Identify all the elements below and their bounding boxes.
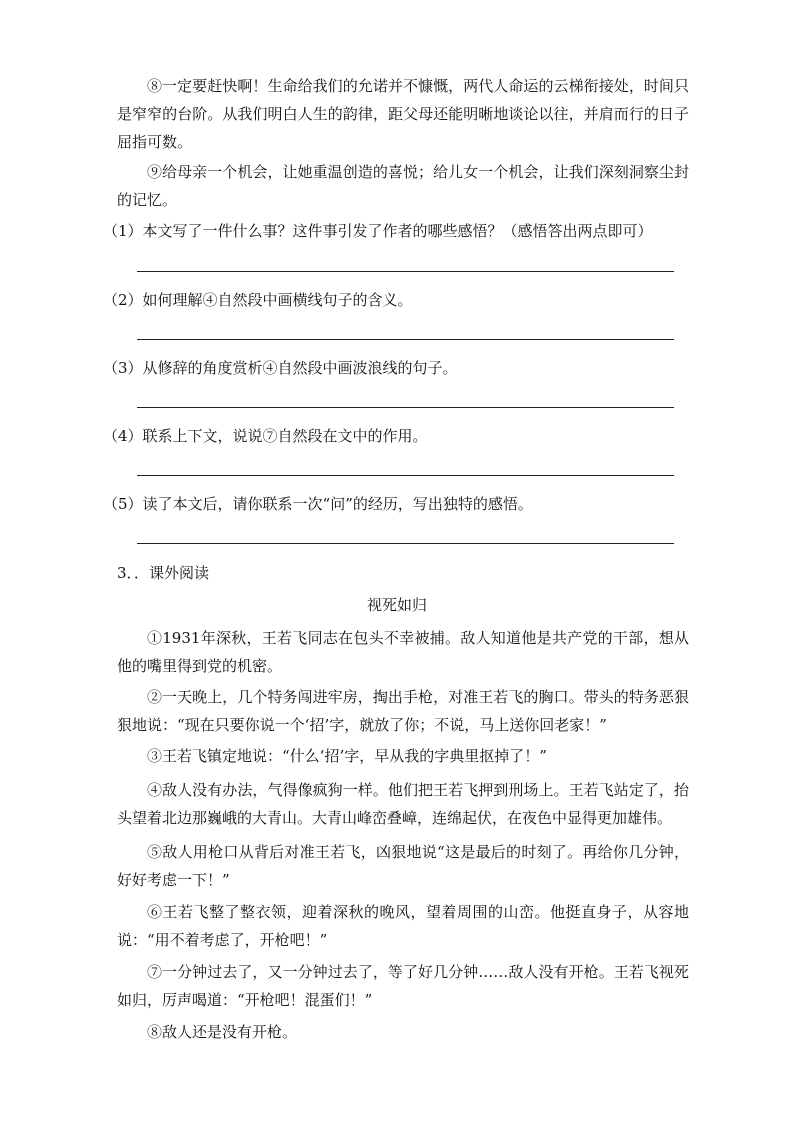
question-2: （2）如何理解④自然段中画横线句子的含义。 [103, 291, 413, 309]
answer-line-1[interactable] [137, 271, 674, 272]
section-3-heading: 3．．课外阅读 [117, 564, 210, 582]
article-paragraph-3: ③王若飞镇定地说：“什么‘招’字，早从我的字典里抠掉了！” [147, 747, 547, 765]
answer-line-4[interactable] [137, 475, 674, 476]
article-paragraph-5: ⑤敌人用枪口从背后对准王若飞，凶狠地说“这是最后的时刻了。再给你几分钟，好好考虑一下！” [117, 843, 689, 889]
passage-paragraph-9: ⑨给母亲一个机会，让她重温创造的喜悦；给儿女一个机会，让我们深刻洞察尘封的记忆。 [117, 163, 689, 209]
article-paragraph-6: ⑥王若飞整了整衣领，迎着深秋的晚风，望着周围的山峦。他挺直身子，从容地说：“用不着考虑了，开枪吧！” [117, 903, 689, 949]
answer-line-2[interactable] [137, 339, 674, 340]
article-paragraph-2: ②一天晚上，几个特务闯进牢房，掏出手枪，对准王若飞的胸口。带头的特务恶狠狠地说：“现在只要你说一个‘招’字，就放了你；不说，马上送你回老家！” [117, 688, 689, 734]
answer-line-3[interactable] [137, 407, 674, 408]
question-5: （5）读了本文后，请你联系一次“问”的经历，写出独特的感悟。 [103, 495, 533, 513]
article-title: 视死如归 [366, 596, 427, 614]
article-paragraph-4: ④敌人没有办法，气得像疯狗一样。他们把王若飞押到刑场上。王若飞站定了，抬头望着北边那巍峨的大青山。大青山峰峦叠嶂，连绵起伏，在夜色中显得更加雄伟。 [117, 781, 689, 827]
article-paragraph-1: ①1931年深秋，王若飞同志在包头不幸被捕。敌人知道他是共产党的干部，想从他的嘴里得到党的机密。 [117, 629, 689, 675]
passage-paragraph-8: ⑧一定要赶快啊！生命给我们的允诺并不慷慨，两代人命运的云梯衔接处，时间只是窄窄的台阶。从我们明白人生的韵律，距父母还能明晰地谈论以往，并肩而行的日子屈指可数。 [117, 77, 689, 151]
question-1: （1）本文写了一件什么事？这件事引发了作者的哪些感悟？（感悟答出两点即可） [103, 222, 653, 240]
question-3: （3）从修辞的角度赏析④自然段中画波浪线的句子。 [103, 359, 458, 377]
article-paragraph-7: ⑦一分钟过去了，又一分钟过去了，等了好几分钟……敌人没有开枪。王若飞视死如归，厉声喝道：“开枪吧！混蛋们！” [117, 963, 689, 1009]
answer-line-5[interactable] [137, 543, 674, 544]
article-paragraph-8: ⑧敌人还是没有开枪。 [147, 1023, 298, 1041]
question-4: （4）联系上下文，说说⑦自然段在文中的作用。 [103, 427, 428, 445]
